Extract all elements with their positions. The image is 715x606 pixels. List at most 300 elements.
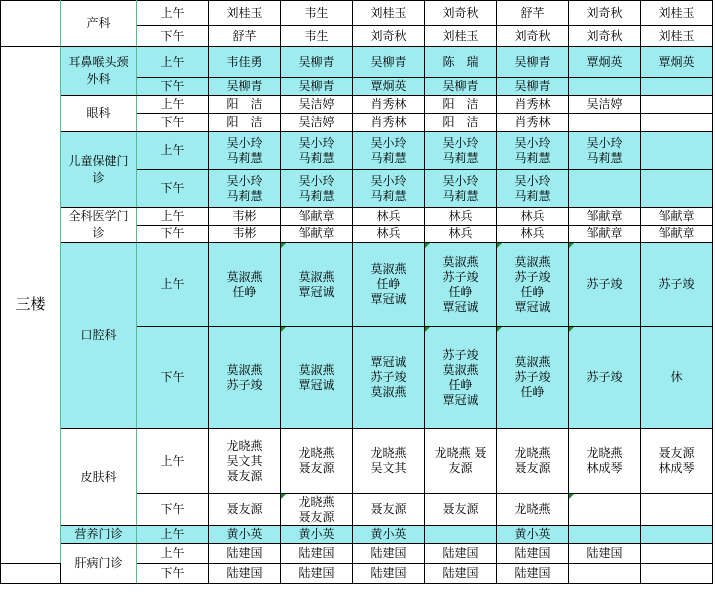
doctor-cell: [425, 429, 497, 494]
doctor-cell: [353, 494, 425, 526]
doctor-cell: [497, 26, 569, 47]
doctor-cell: [569, 132, 641, 170]
doctor-name: 苏子竣: [586, 370, 623, 384]
doctor-cell: [281, 429, 353, 494]
doctor-name: 聂友源: [226, 502, 263, 516]
doctor-name: 马莉慧: [442, 150, 479, 165]
doctor-cell: [353, 170, 425, 208]
doctor-cell: [497, 225, 569, 243]
period-cell: 下午: [137, 225, 209, 243]
doctor-cell: [569, 96, 641, 114]
doctor-cell: [281, 526, 353, 544]
doctor-cell: [641, 243, 713, 327]
department-label: 肝病门诊: [74, 556, 123, 570]
doctor-name: 陆建国: [370, 546, 407, 560]
doctor-cell: [209, 47, 281, 78]
doctor-name: 韦彬: [232, 226, 257, 241]
doctor-cell: [209, 225, 281, 243]
doctor-cell: [569, 47, 641, 78]
department-cell: [61, 96, 137, 132]
doctor-cell: [353, 208, 425, 226]
department-cell: [61, 132, 137, 208]
period-cell: 下午: [137, 494, 209, 526]
department-label: 产科: [86, 16, 111, 30]
doctor-cell: [569, 208, 641, 226]
doctor-name: 莫淑燕: [442, 254, 479, 269]
doctor-name: 肖秀林: [514, 115, 551, 129]
doctor-cell: [281, 494, 353, 526]
doctor-cell: [497, 1, 569, 26]
doctor-name: 邹献章: [658, 208, 695, 223]
doctor-name: 林兵: [376, 208, 401, 223]
doctor-cell: [209, 26, 281, 47]
table-row: [1, 526, 713, 544]
doctor-name: 邹献章: [586, 208, 623, 223]
doctor-cell: [569, 170, 641, 208]
doctor-name: 吴小玲: [298, 173, 335, 188]
doctor-cell: [209, 78, 281, 96]
doctor-name: 吴小玲: [370, 173, 407, 188]
doctor-name: 韦生: [304, 5, 329, 20]
doctor-name: 吴文其: [226, 453, 263, 468]
doctor-name: 吴洁婷: [298, 115, 335, 129]
table-row: [1, 96, 713, 114]
doctor-name: 苏子竣: [442, 347, 479, 362]
period-cell: 上午: [137, 47, 209, 78]
doctor-name: 莫淑燕: [442, 362, 479, 377]
doctor-cell: [569, 78, 641, 96]
doctor-name: 苏子竣: [658, 277, 695, 291]
doctor-cell: [209, 526, 281, 544]
doctor-name: 陆建国: [298, 546, 335, 560]
doctor-name: 刘奇秋: [514, 28, 551, 43]
doctor-cell: [641, 114, 713, 132]
doctor-cell: [353, 1, 425, 26]
doctor-name: 黄小英: [370, 527, 407, 541]
doctor-name: 陆建国: [514, 546, 551, 560]
doctor-name: 吴柳青: [514, 79, 551, 93]
doctor-name: 陆建国: [442, 546, 479, 560]
doctor-name: 刘桂玉: [658, 5, 695, 20]
doctor-name: 龙晓燕: [514, 446, 551, 460]
doctor-cell: [281, 243, 353, 327]
doctor-name: 陆建国: [298, 566, 335, 580]
doctor-cell: [425, 564, 497, 584]
doctor-name: 林兵: [520, 226, 545, 241]
department-cell: [61, 47, 137, 96]
doctor-name: 任峥: [376, 277, 401, 291]
doctor-name: 覃冠诚: [298, 284, 335, 299]
doctor-name: 林成琴: [586, 461, 623, 475]
doctor-cell: [425, 243, 497, 327]
doctor-cell: [497, 208, 569, 226]
doctor-cell: [641, 564, 713, 584]
doctor-name: 黄小英: [514, 527, 551, 541]
period-cell: 上午: [137, 132, 209, 170]
doctor-cell: [209, 429, 281, 494]
doctor-cell: [497, 47, 569, 78]
doctor-name: 邹献章: [586, 226, 623, 241]
doctor-name: 吴小玲: [226, 173, 263, 188]
doctor-cell: [425, 1, 497, 26]
department-cell: [61, 526, 137, 544]
doctor-name: 聂友源: [514, 461, 551, 475]
doctor-cell: [641, 96, 713, 114]
doctor-name: 吴小玲: [514, 135, 551, 150]
doctor-cell: [569, 243, 641, 327]
doctor-name: 吴洁婷: [298, 97, 335, 111]
doctor-name: 阳 洁: [226, 97, 263, 111]
doctor-name: 覃炯英: [370, 79, 407, 93]
period-cell: 下午: [137, 114, 209, 132]
doctor-name: 陆建国: [442, 566, 479, 580]
doctor-cell: [569, 564, 641, 584]
doctor-cell: [281, 225, 353, 243]
period-cell: 下午: [137, 26, 209, 47]
doctor-name: 任峥: [448, 377, 473, 392]
doctor-name: 韦彬: [232, 208, 257, 223]
doctor-name: 莫淑燕: [514, 254, 551, 269]
doctor-name: 刘奇秋: [586, 5, 623, 20]
doctor-cell: [497, 327, 569, 429]
doctor-name: 友源: [448, 461, 473, 475]
doctor-cell: [641, 429, 713, 494]
period-cell: 上午: [137, 243, 209, 327]
doctor-cell: [497, 96, 569, 114]
table-row: [1, 429, 713, 494]
doctor-name: 吴洁婷: [586, 97, 623, 111]
doctor-name: 龙晓燕: [370, 446, 407, 460]
doctor-name: 吴柳青: [298, 79, 335, 93]
doctor-name: 莫淑燕: [226, 269, 263, 284]
doctor-name: 吴小玲: [226, 135, 263, 150]
doctor-cell: [425, 96, 497, 114]
doctor-cell: [497, 429, 569, 494]
doctor-name: 阳 洁: [442, 97, 479, 111]
table-row: [1, 47, 713, 78]
doctor-cell: [209, 208, 281, 226]
doctor-name: 聂友源: [226, 468, 263, 483]
doctor-name: 苏子竣: [370, 370, 407, 384]
doctor-cell: [425, 114, 497, 132]
doctor-name: 马莉慧: [586, 150, 623, 165]
doctor-name: 苏子竣: [586, 277, 623, 291]
doctor-name: 吴柳青: [514, 54, 551, 69]
doctor-name: 覃冠诚: [442, 299, 479, 314]
table-row: [1, 208, 713, 226]
doctor-cell: [281, 78, 353, 96]
doctor-cell: [209, 544, 281, 564]
doctor-name: 莫淑燕: [514, 355, 551, 369]
doctor-cell: [353, 132, 425, 170]
department-label: 皮肤科: [80, 469, 117, 484]
doctor-name: 龙晓燕: [298, 446, 335, 460]
doctor-cell: [425, 526, 497, 544]
doctor-name: 吴文其: [370, 461, 407, 475]
doctor-name: 吴柳青: [442, 79, 479, 93]
doctor-cell: [569, 26, 641, 47]
doctor-name: 刘桂玉: [442, 28, 479, 43]
doctor-name: 韦生: [304, 28, 329, 43]
doctor-cell: [425, 225, 497, 243]
doctor-name: 马莉慧: [442, 188, 479, 203]
doctor-name: 刘桂玉: [370, 5, 407, 20]
doctor-name: 莫淑燕: [370, 385, 407, 399]
doctor-cell: [641, 526, 713, 544]
department-label: 耳鼻喉头颈外科: [68, 55, 129, 86]
doctor-name: 刘桂玉: [658, 28, 695, 43]
doctor-cell: [281, 114, 353, 132]
doctor-cell: [353, 225, 425, 243]
doctor-cell: [641, 170, 713, 208]
doctor-cell: [281, 1, 353, 26]
doctor-name: 马莉慧: [514, 150, 551, 165]
doctor-name: 莫淑燕: [298, 269, 335, 284]
doctor-name: 邹献章: [658, 226, 695, 241]
floor-cell: [1, 564, 61, 584]
doctor-name: 任峥: [520, 284, 545, 299]
doctor-cell: [497, 564, 569, 584]
doctor-name: 马莉慧: [370, 188, 407, 203]
doctor-name: 陆建国: [226, 566, 263, 580]
doctor-name: 聂友源: [658, 446, 695, 460]
doctor-cell: [281, 132, 353, 170]
doctor-cell: [497, 170, 569, 208]
doctor-cell: [425, 132, 497, 170]
doctor-name: 陆建国: [226, 546, 263, 560]
department-cell: [61, 208, 137, 243]
doctor-name: 苏子竣: [442, 269, 479, 284]
department-cell: [61, 429, 137, 526]
doctor-cell: [209, 494, 281, 526]
doctor-cell: [641, 225, 713, 243]
doctor-cell: [353, 78, 425, 96]
doctor-name: 龙晓燕 聂: [434, 446, 487, 460]
doctor-cell: [641, 327, 713, 429]
doctor-cell: [353, 544, 425, 564]
doctor-name: 刘桂玉: [226, 5, 263, 20]
period-cell: 下午: [137, 564, 209, 584]
doctor-name: 苏子竣: [226, 377, 263, 392]
doctor-name: 马莉慧: [226, 150, 263, 165]
doctor-cell: [641, 26, 713, 47]
doctor-cell: [209, 1, 281, 26]
doctor-name: 覃冠诚: [442, 392, 479, 407]
doctor-name: 莫淑燕: [370, 262, 407, 276]
floor-cell: [1, 1, 61, 47]
doctor-cell: [425, 26, 497, 47]
doctor-name: 邹献章: [298, 208, 335, 223]
doctor-cell: [281, 170, 353, 208]
doctor-name: 刘奇秋: [586, 28, 623, 43]
doctor-name: 龙晓燕: [298, 494, 335, 509]
department-label: 儿童保健门诊: [68, 153, 129, 185]
doctor-cell: [569, 429, 641, 494]
doctor-cell: [209, 114, 281, 132]
doctor-cell: [497, 243, 569, 327]
doctor-cell: [425, 544, 497, 564]
doctor-cell: [641, 78, 713, 96]
doctor-cell: [497, 78, 569, 96]
doctor-name: 覃冠诚: [370, 292, 407, 306]
doctor-name: 覃炯英: [586, 54, 623, 69]
doctor-name: 吴柳青: [370, 54, 407, 69]
doctor-name: 邹献章: [298, 226, 335, 241]
doctor-name: 黄小英: [298, 527, 335, 541]
doctor-cell: [425, 47, 497, 78]
doctor-name: 覃炯英: [658, 54, 695, 69]
department-label: 营养门诊: [74, 527, 123, 541]
doctor-cell: [569, 526, 641, 544]
period-cell: 上午: [137, 208, 209, 226]
doctor-name: 马莉慧: [370, 150, 407, 165]
doctor-name: 黄小英: [226, 527, 263, 541]
doctor-name: 苏子竣: [514, 370, 551, 384]
doctor-name: 林兵: [376, 226, 401, 241]
period-cell: 下午: [137, 170, 209, 208]
period-cell: 上午: [137, 96, 209, 114]
department-cell: [61, 243, 137, 429]
doctor-cell: [353, 564, 425, 584]
doctor-cell: [425, 170, 497, 208]
doctor-cell: [281, 47, 353, 78]
doctor-cell: [209, 564, 281, 584]
department-label: 眼科: [86, 106, 111, 120]
doctor-name: 陈 瑞: [442, 54, 479, 69]
period-cell: 上午: [137, 526, 209, 544]
doctor-name: 林兵: [520, 208, 545, 223]
doctor-name: 吴小玲: [370, 135, 407, 150]
doctor-name: 吴小玲: [298, 135, 335, 150]
table-row: [1, 1, 713, 26]
doctor-name: 龙晓燕: [514, 502, 551, 516]
floor-label: 三楼: [15, 295, 46, 313]
period-cell: 上午: [137, 544, 209, 564]
doctor-name: 吴柳青: [226, 79, 263, 93]
doctor-cell: [569, 1, 641, 26]
doctor-cell: [281, 96, 353, 114]
doctor-cell: [281, 564, 353, 584]
doctor-cell: [209, 170, 281, 208]
doctor-name: 刘奇秋: [442, 5, 479, 20]
doctor-cell: [425, 494, 497, 526]
doctor-name: 任峥: [232, 284, 257, 299]
doctor-name: 林兵: [448, 226, 473, 241]
doctor-name: 吴小玲: [514, 173, 551, 188]
table-row: [1, 243, 713, 327]
doctor-name: 聂友源: [370, 502, 407, 516]
doctor-cell: [641, 132, 713, 170]
doctor-cell: [209, 96, 281, 114]
doctor-cell: [281, 26, 353, 47]
doctor-cell: [497, 114, 569, 132]
doctor-name: 肖秀林: [514, 97, 551, 111]
doctor-name: 龙晓燕: [226, 438, 263, 453]
doctor-name: 刘奇秋: [370, 28, 407, 43]
doctor-name: 覃冠诚: [514, 299, 551, 314]
doctor-cell: [641, 1, 713, 26]
doctor-cell: [497, 494, 569, 526]
floor-cell: [1, 47, 61, 564]
doctor-name: 韦佳勇: [226, 54, 263, 69]
doctor-cell: [497, 544, 569, 564]
doctor-cell: [209, 132, 281, 170]
doctor-name: 阳 洁: [442, 115, 479, 129]
doctor-name: 莫淑燕: [226, 362, 263, 377]
doctor-name: 吴小玲: [442, 135, 479, 150]
doctor-name: 肖秀林: [370, 97, 407, 111]
doctor-name: 舒芊: [232, 28, 257, 43]
doctor-cell: [641, 47, 713, 78]
doctor-name: 聂友源: [442, 502, 479, 516]
doctor-cell: [281, 327, 353, 429]
doctor-cell: [497, 526, 569, 544]
doctor-cell: [353, 327, 425, 429]
table-row: [1, 132, 713, 170]
doctor-name: 覃冠诚: [370, 355, 407, 369]
doctor-name: 林成琴: [658, 461, 695, 475]
period-cell: 上午: [137, 429, 209, 494]
doctor-name: 苏子竣: [514, 269, 551, 284]
doctor-cell: [569, 225, 641, 243]
doctor-cell: [569, 494, 641, 526]
doctor-name: 覃冠诚: [298, 377, 335, 392]
doctor-cell: [353, 47, 425, 78]
doctor-cell: [569, 544, 641, 564]
doctor-cell: [569, 327, 641, 429]
department-cell: [61, 544, 137, 584]
doctor-name: 任峥: [520, 385, 545, 399]
doctor-cell: [209, 243, 281, 327]
department-cell: [61, 1, 137, 47]
doctor-name: 林兵: [448, 208, 473, 223]
department-label: 全科医学门诊: [68, 209, 129, 240]
doctor-name: 龙晓燕: [586, 446, 623, 460]
doctor-name: 吴柳青: [298, 54, 335, 69]
doctor-name: 吴小玲: [442, 173, 479, 188]
doctor-name: 马莉慧: [226, 188, 263, 203]
period-cell: 下午: [137, 327, 209, 429]
table-row: [1, 544, 713, 564]
doctor-cell: [353, 26, 425, 47]
doctor-cell: [641, 544, 713, 564]
doctor-cell: [209, 327, 281, 429]
doctor-name: 陆建国: [370, 566, 407, 580]
doctor-name: 陆建国: [586, 546, 623, 560]
doctor-name: 莫淑燕: [298, 362, 335, 377]
doctor-cell: [353, 114, 425, 132]
doctor-name: 阳 洁: [226, 115, 263, 129]
doctor-cell: [425, 78, 497, 96]
doctor-cell: [353, 243, 425, 327]
department-label: 口腔科: [80, 328, 117, 342]
doctor-cell: [641, 494, 713, 526]
doctor-name: 休: [670, 370, 683, 384]
doctor-cell: [353, 526, 425, 544]
doctor-cell: [281, 208, 353, 226]
doctor-cell: [281, 544, 353, 564]
doctor-name: 马莉慧: [514, 188, 551, 203]
doctor-cell: [425, 208, 497, 226]
doctor-name: 马莉慧: [298, 188, 335, 203]
doctor-name: 任峥: [448, 284, 473, 299]
doctor-cell: [353, 96, 425, 114]
doctor-cell: [425, 327, 497, 429]
doctor-name: 舒芊: [520, 5, 545, 20]
doctor-name: 聂友源: [298, 461, 335, 475]
doctor-name: 聂友源: [298, 509, 335, 524]
period-cell: 下午: [137, 78, 209, 96]
